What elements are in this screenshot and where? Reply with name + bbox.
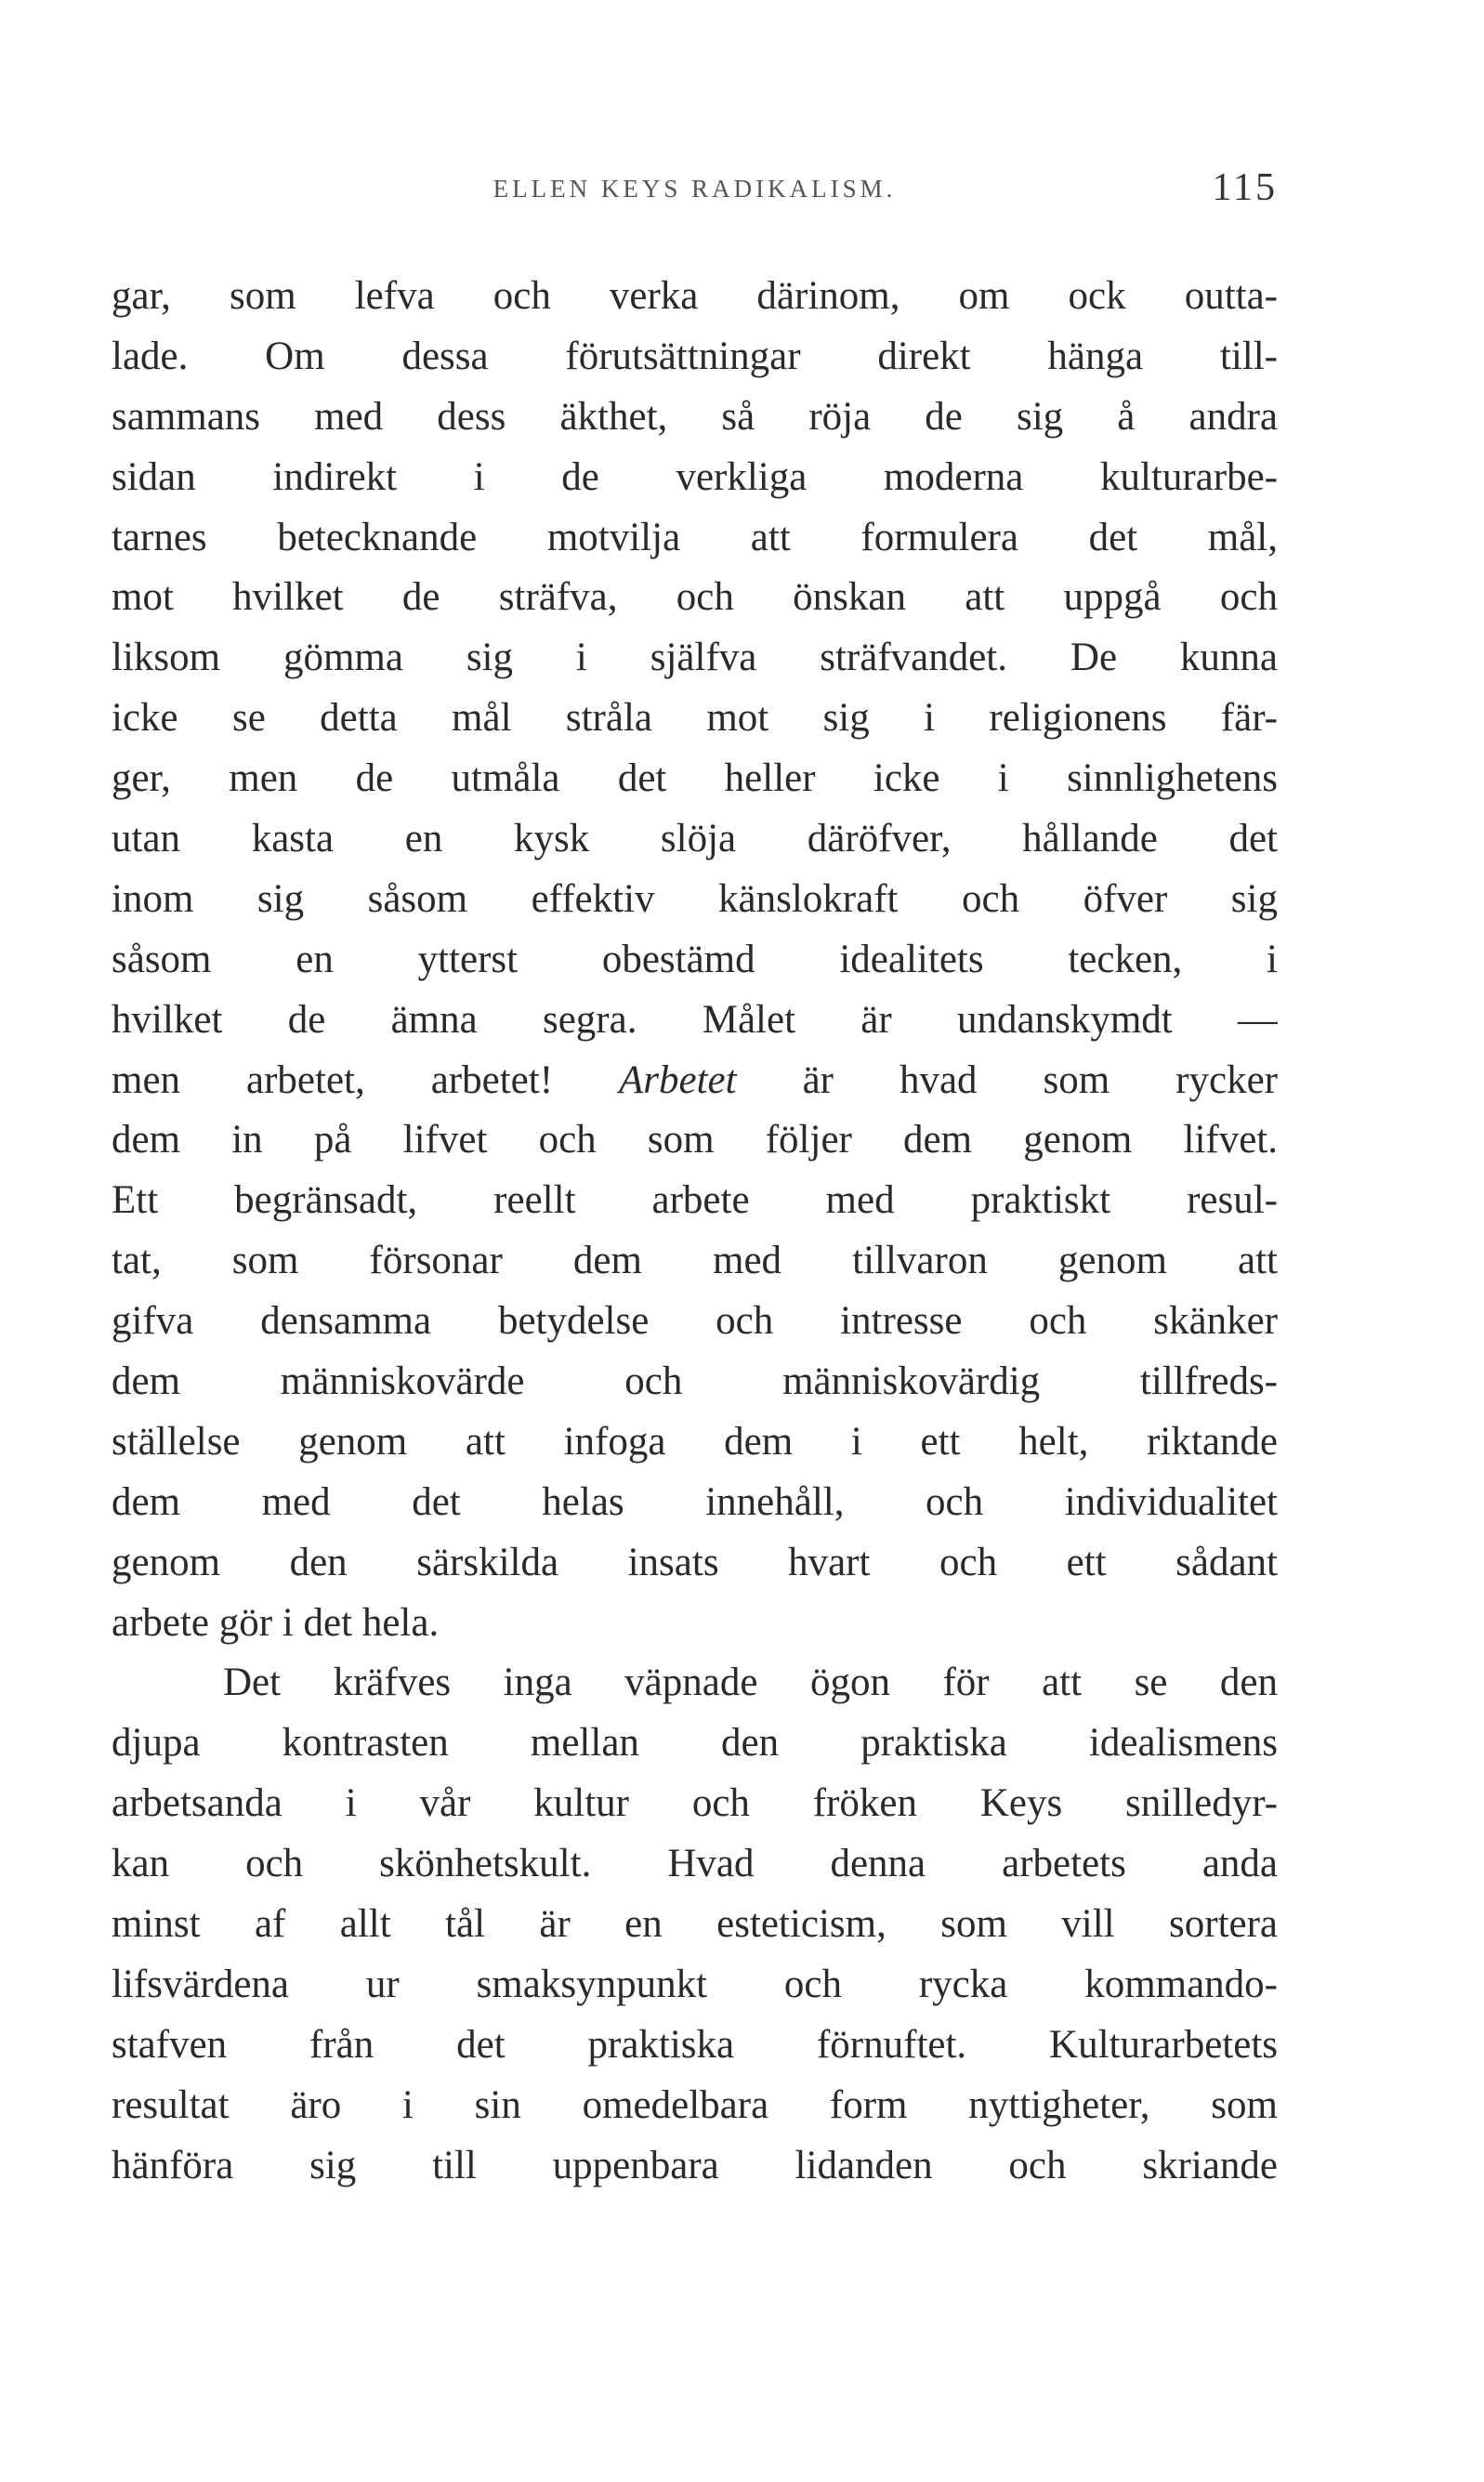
text-line: djupa kontrasten mellan den praktiska idealismens: [112, 1721, 1278, 1766]
text-line: liksom gömma sig i själfva sträfvandet. De kunna: [112, 636, 1278, 680]
text-line: dem människovärde och människovärdig tillfreds-: [112, 1359, 1278, 1404]
text-line: sidan indirekt i de verkliga moderna kulturarbe-: [112, 454, 1278, 499]
text-line: sammans med dess äkthet, så röja de sig å andra: [112, 394, 1278, 439]
text-line: minst af allt tål är en esteticism, som vill sortera: [112, 1902, 1278, 1947]
text-line: hvilket de ämna segra. Målet är undanskymdt —: [112, 997, 1278, 1042]
text-line: inom sig såsom effektiv känslokraft och öfver sig: [112, 876, 1278, 921]
body-text: [112, 267, 1278, 2197]
text-line: hänföra sig till uppenbara lidanden och skriande: [112, 2143, 1278, 2187]
text-line: utan kasta en kysk slöja däröfver, hållande det: [112, 817, 1278, 861]
text-line: ger, men de utmåla det heller icke i sinnlighetens: [112, 756, 1278, 801]
page-number: 115: [1212, 166, 1278, 209]
running-title: ELLEN KEYS RADIKALISM.: [492, 175, 897, 203]
text-line: stafven från det praktiska förnuftet. Kulturarbetets: [112, 2022, 1278, 2067]
text-line: dem med det helas innehåll, och individualitet: [112, 1479, 1278, 1524]
text-line: gifva densamma betydelse och intresse och skänker: [112, 1299, 1278, 1344]
text-line: tat, som försonar dem med tillvaron genom att: [112, 1239, 1278, 1283]
text-line: kan och skönhetskult. Hvad denna arbetets anda: [112, 1842, 1278, 1886]
running-head: [112, 165, 1278, 212]
text-line: lade. Om dessa förutsättningar direkt hänga till-: [112, 334, 1278, 378]
text-line: arbete gör i det hela.: [112, 1600, 440, 1645]
text-line: mot hvilket de sträfva, och önskan att uppgå och: [112, 575, 1278, 620]
text-line: tarnes betecknande motvilja att formulera det mål,: [112, 515, 1278, 559]
text-line: Ett begränsadt, reellt arbete med praktiskt resul-: [112, 1178, 1278, 1223]
text-run: men arbetet, arbetet!: [112, 1057, 619, 1102]
text-line: resultat äro i sin omedelbara form nyttigheter, som: [112, 2082, 1278, 2127]
text-line: arbetsanda i vår kultur och fröken Keys snilledyr-: [112, 1781, 1278, 1826]
text-line: gar, som lefva och verka därinom, om ock outta-: [112, 274, 1278, 318]
text-line: dem in på lifvet och som följer dem genom lifvet.: [112, 1118, 1278, 1162]
text-line: ställelse genom att infoga dem i ett helt, riktande: [112, 1419, 1278, 1464]
text-line: Det kräfves inga väpnade ögon för att se den: [223, 1661, 1278, 1705]
text-line: såsom en ytterst obestämd idealitets tecken, i: [112, 937, 1278, 981]
text-run: är hvad som rycker: [736, 1057, 1278, 1102]
text-line: icke se detta mål stråla mot sig i religionens fär-: [112, 696, 1278, 741]
text-line: [112, 1051, 1278, 1111]
text-line: genom den särskilda insats hvart och ett sådant: [112, 1540, 1278, 1584]
italic-word: Arbetet: [619, 1057, 737, 1102]
text-line: lifsvärdena ur smaksynpunkt och rycka kommando-: [112, 1962, 1278, 2006]
